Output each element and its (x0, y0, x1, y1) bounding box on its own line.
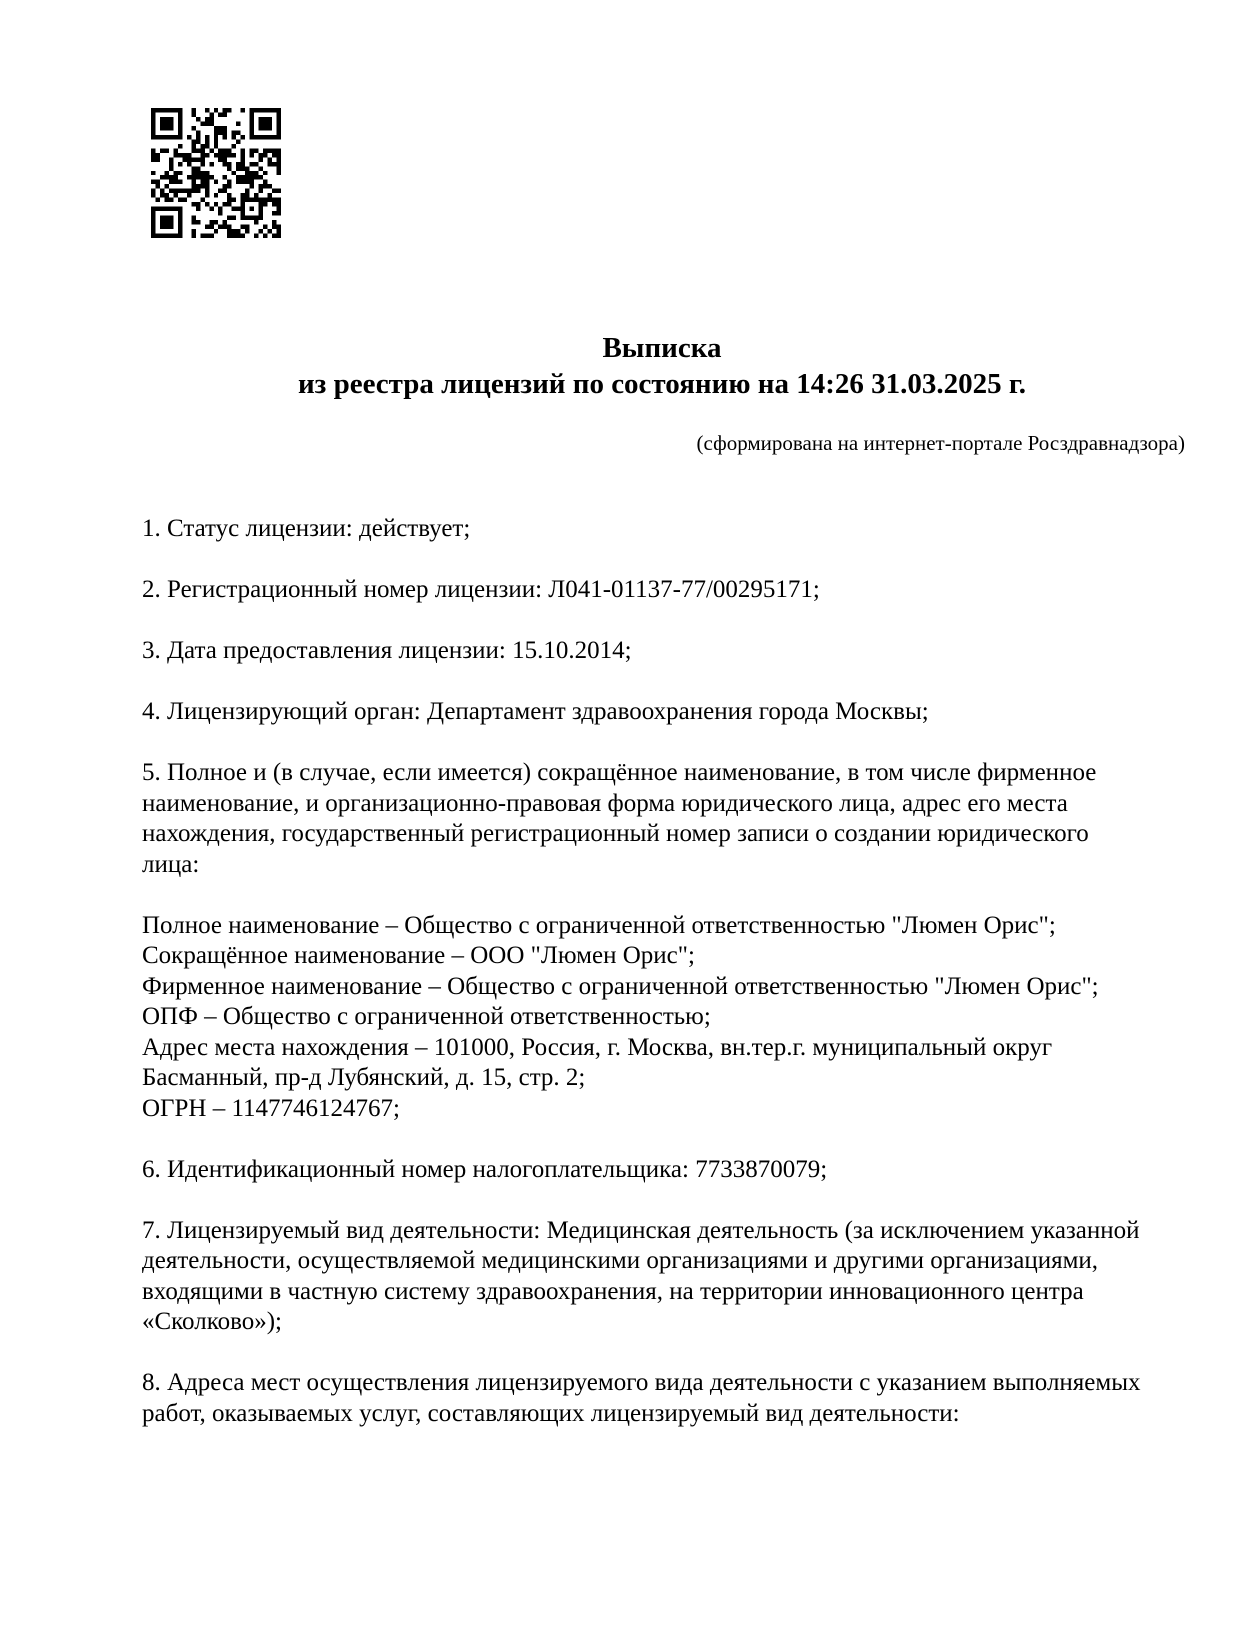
item-1-license-status: 1. Статус лицензии: действует; (142, 515, 471, 542)
item-2-registration-number: 2. Регистрационный номер лицензии: Л041-01137-77/00295171; (142, 576, 820, 603)
company-details-block (142, 911, 1143, 1125)
item-6-taxpayer-number: 6. Идентификационный номер налогоплательщика: 7733870079; (142, 1155, 828, 1183)
title-line-1: Выписка (602, 332, 722, 364)
title-line-2: из реестра лицензий по состоянию на 14:26 31.03.2025 г. (297, 368, 1027, 400)
item-3-grant-date: 3. Дата предоставления лицензии: 15.10.2014; (142, 637, 632, 664)
company-full-name: Полное наименование – Общество с ограниченной ответственностью "Люмен Орис"; (142, 911, 1056, 939)
company-ogrn: ОГРН – 1147746124767; (142, 1094, 400, 1122)
company-short-name: Сокращённое наименование – ООО "Люмен Орис"; (142, 942, 695, 969)
document-title (84, 330, 1240, 402)
item-7-licensed-activity: 7. Лицензируемый вид деятельности: Медицинская деятельность (за исключением указанной деятельности, осуществляемой медицинскими организациями и другими организациями, входящими в частную систему здравоохранения, на территории инновационного центра «Сколково»); (142, 1216, 1140, 1335)
company-opf: ОПФ – Общество с ограниченной ответственностью; (142, 1003, 711, 1030)
item-5-names-intro: 5. Полное и (в случае, если имеется) сокращённое наименование, в том числе фирменное наименование, и организационно-правовая форма юридического лица, адрес его места нахождения, государственный регистрационный номер записи о создании юридического лица: (142, 759, 1097, 878)
qr-code-icon (151, 108, 281, 238)
item-8-addresses-intro: 8. Адреса мест осуществления лицензируемого вида деятельности с указанием выполняемых работ, оказываемых услуг, составляющих лицензируемый вид деятельности: (142, 1369, 1141, 1427)
company-brand-name: Фирменное наименование – Общество с ограниченной ответственностью "Люмен Орис"; (142, 972, 1099, 1000)
document-subtitle: (сформирована на интернет-портале Росздравнадзора) (696, 431, 1185, 455)
item-4-licensing-authority: 4. Лицензирующий орган: Департамент здравоохранения города Москвы; (142, 698, 929, 725)
company-address: Адрес места нахождения – 101000, Россия, г. Москва, вн.тер.г. муниципальный округ Басманный, пр-д Лубянский, д. 15, стр. 2; (142, 1033, 1053, 1091)
document-body (142, 514, 1143, 1460)
